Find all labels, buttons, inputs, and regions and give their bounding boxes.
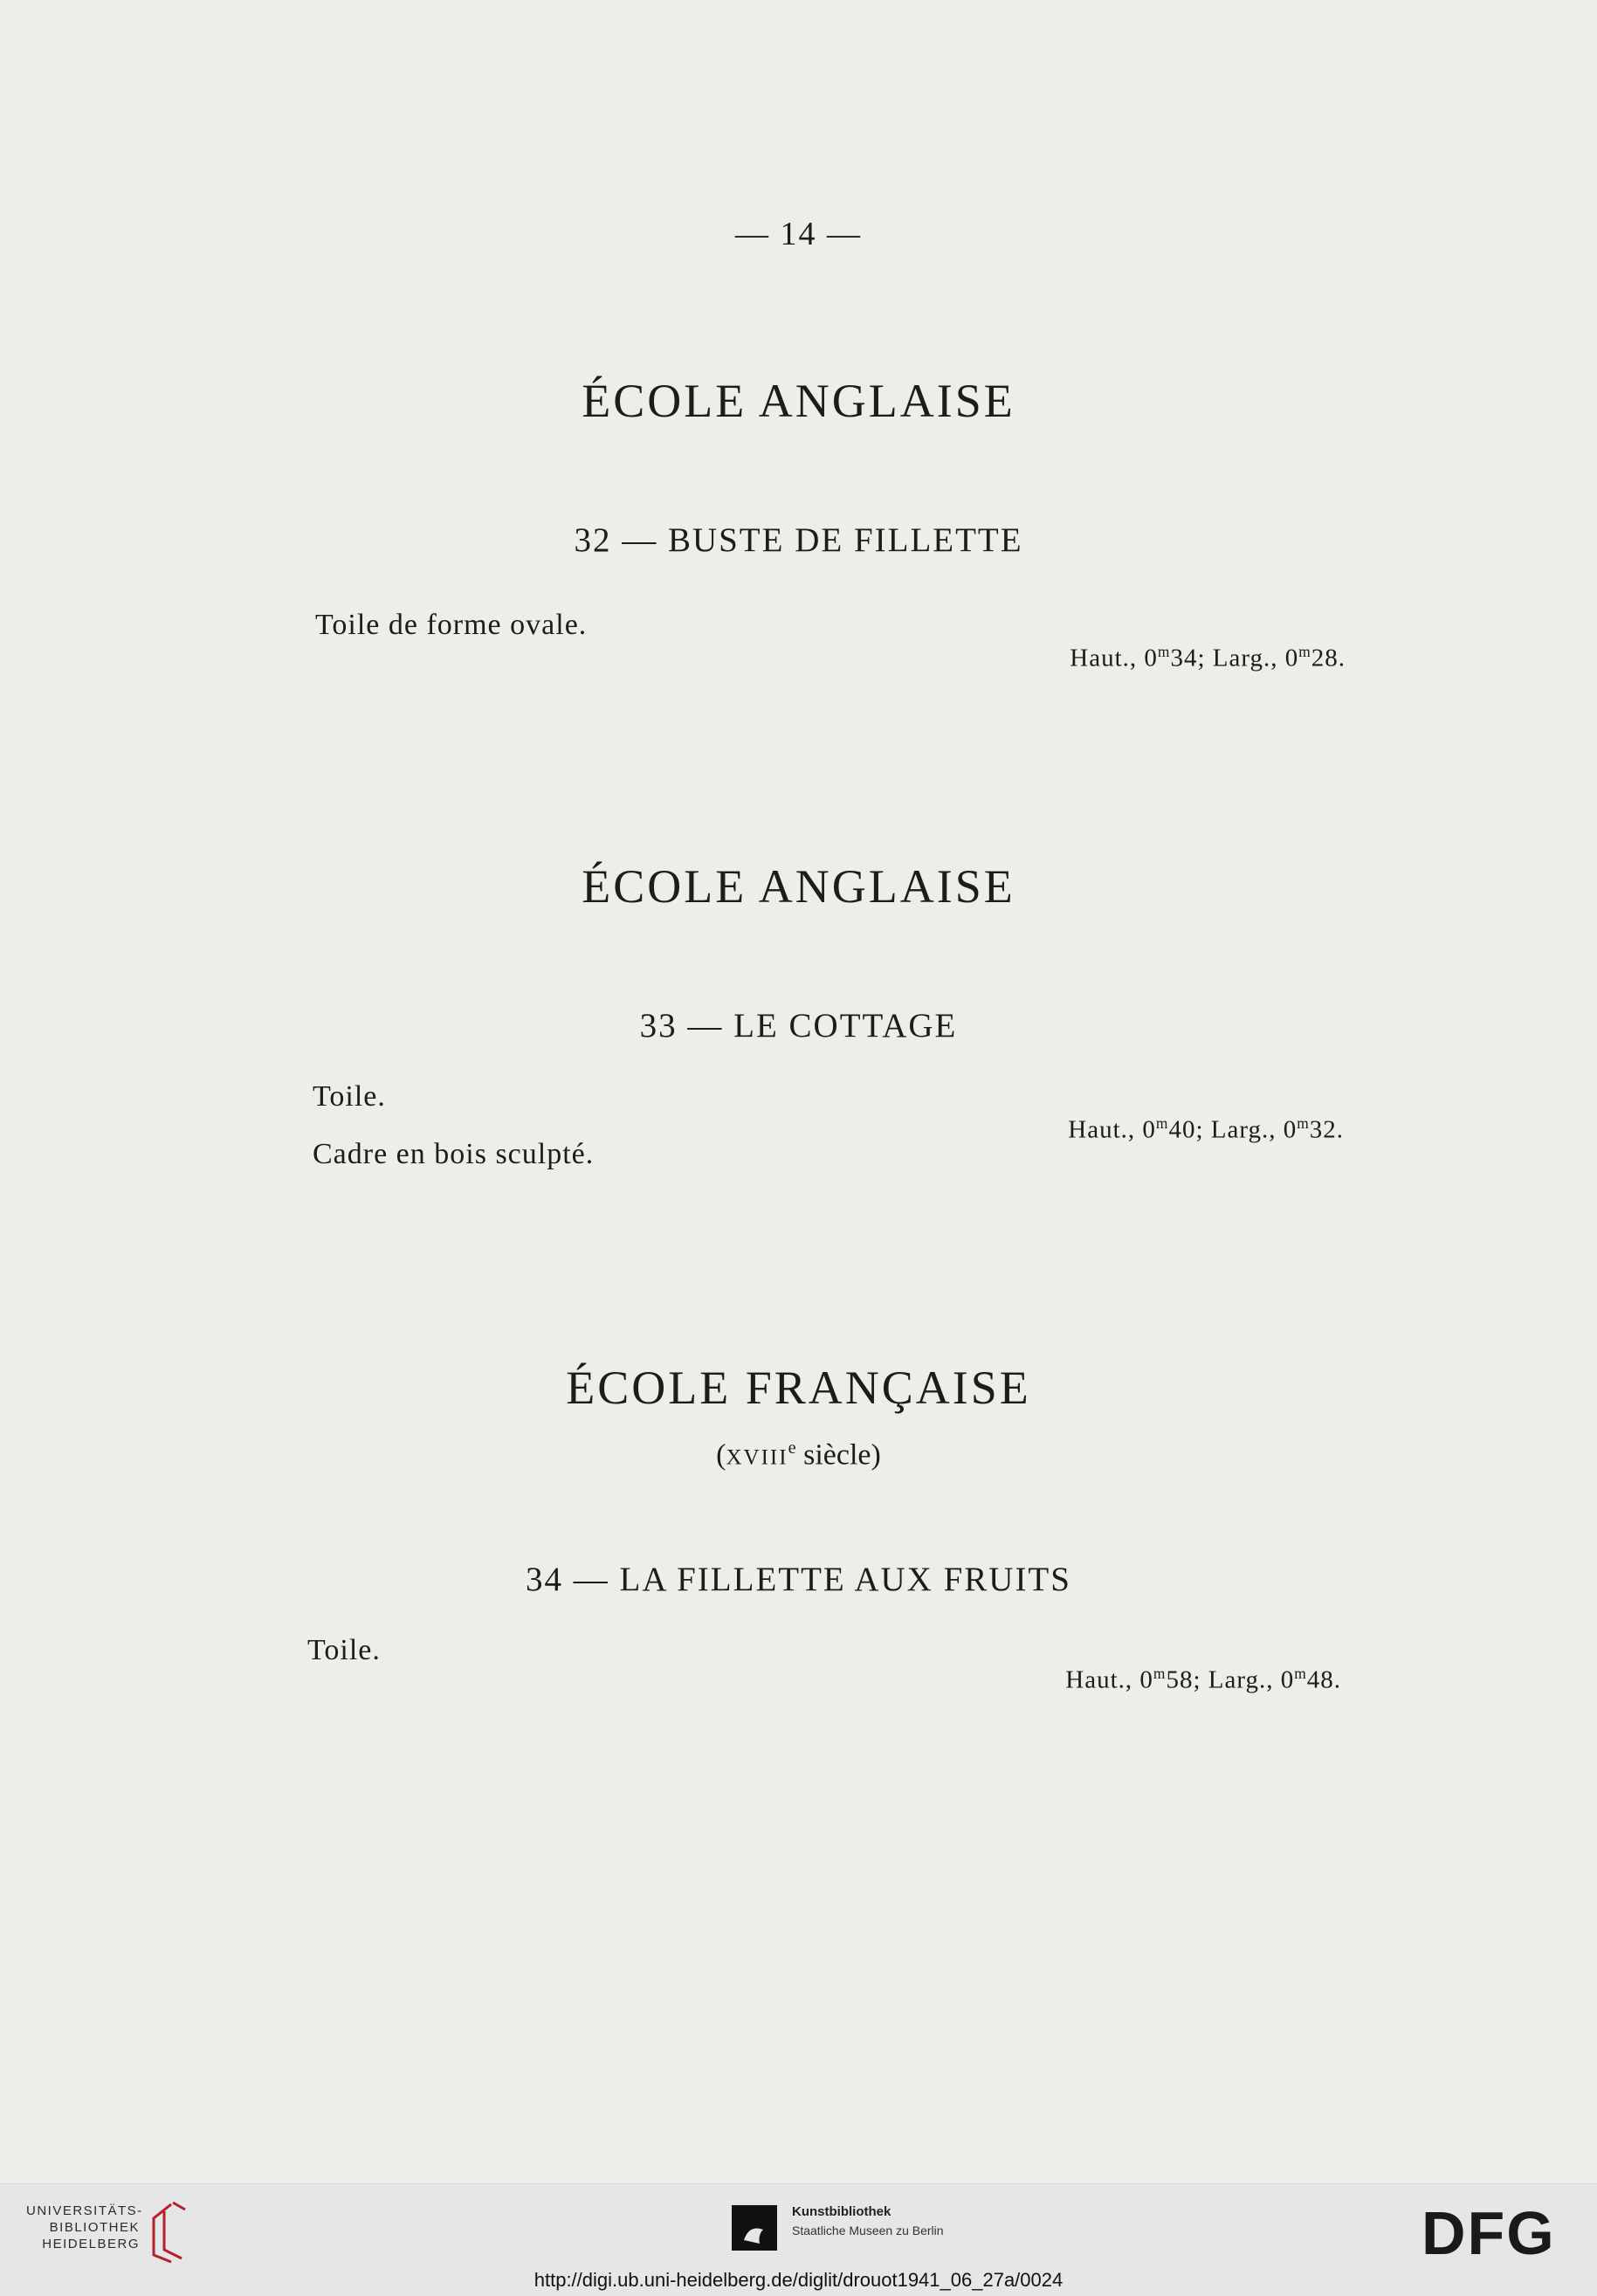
kunstbibliothek-name: Kunstbibliothek: [792, 2204, 891, 2219]
lot-description-33-line-1: Toile.: [313, 1080, 386, 1113]
school-heading-2: ÉCOLE ANGLAISE: [582, 860, 1015, 913]
school-heading-3: ÉCOLE FRANÇAISE: [566, 1362, 1031, 1414]
heidelberg-library-name: UNIVERSITÄTS- BIBLIOTHEK HEIDELBERG: [26, 2203, 143, 2251]
lot-description-32: Toile de forme ovale.: [315, 609, 588, 641]
lot-title-33: 33 — LE COTTAGE: [639, 1007, 958, 1045]
century-subtitle: (XVIIIe siècle): [716, 1438, 881, 1472]
lot-dimensions-33: Haut., 0$^m$40; Larg., 0$^m$32.: [1068, 1114, 1344, 1144]
lot-description-33-line-2: Cadre en bois sculpté.: [313, 1138, 595, 1170]
dfg-logo: DFG: [1421, 2199, 1556, 2267]
kunstbibliothek-subtitle: Staatliche Museen zu Berlin: [792, 2224, 944, 2237]
heidelberg-logo-icon: [147, 2201, 190, 2264]
lot-dimensions-32: Haut., 0$^m$34; Larg., 0$^m$28.: [1070, 643, 1346, 672]
lot-description-34: Toile.: [307, 1634, 381, 1666]
lot-title-32: 32 — BUSTE DE FILLETTE: [574, 521, 1023, 559]
source-url[interactable]: http://digi.ub.uni-heidelberg.de/diglit/drouot1941_06_27a/0024: [533, 2269, 1064, 2291]
page-number: — 14 —: [735, 216, 862, 252]
lot-title-34: 34 — LA FILLETTE AUX FRUITS: [526, 1561, 1071, 1598]
kunstbibliothek-logo-icon: [732, 2205, 777, 2251]
lot-dimensions-34: Haut., 0$^m$58; Larg., 0$^m$48.: [1065, 1665, 1341, 1694]
school-heading-1: ÉCOLE ANGLAISE: [582, 375, 1015, 427]
